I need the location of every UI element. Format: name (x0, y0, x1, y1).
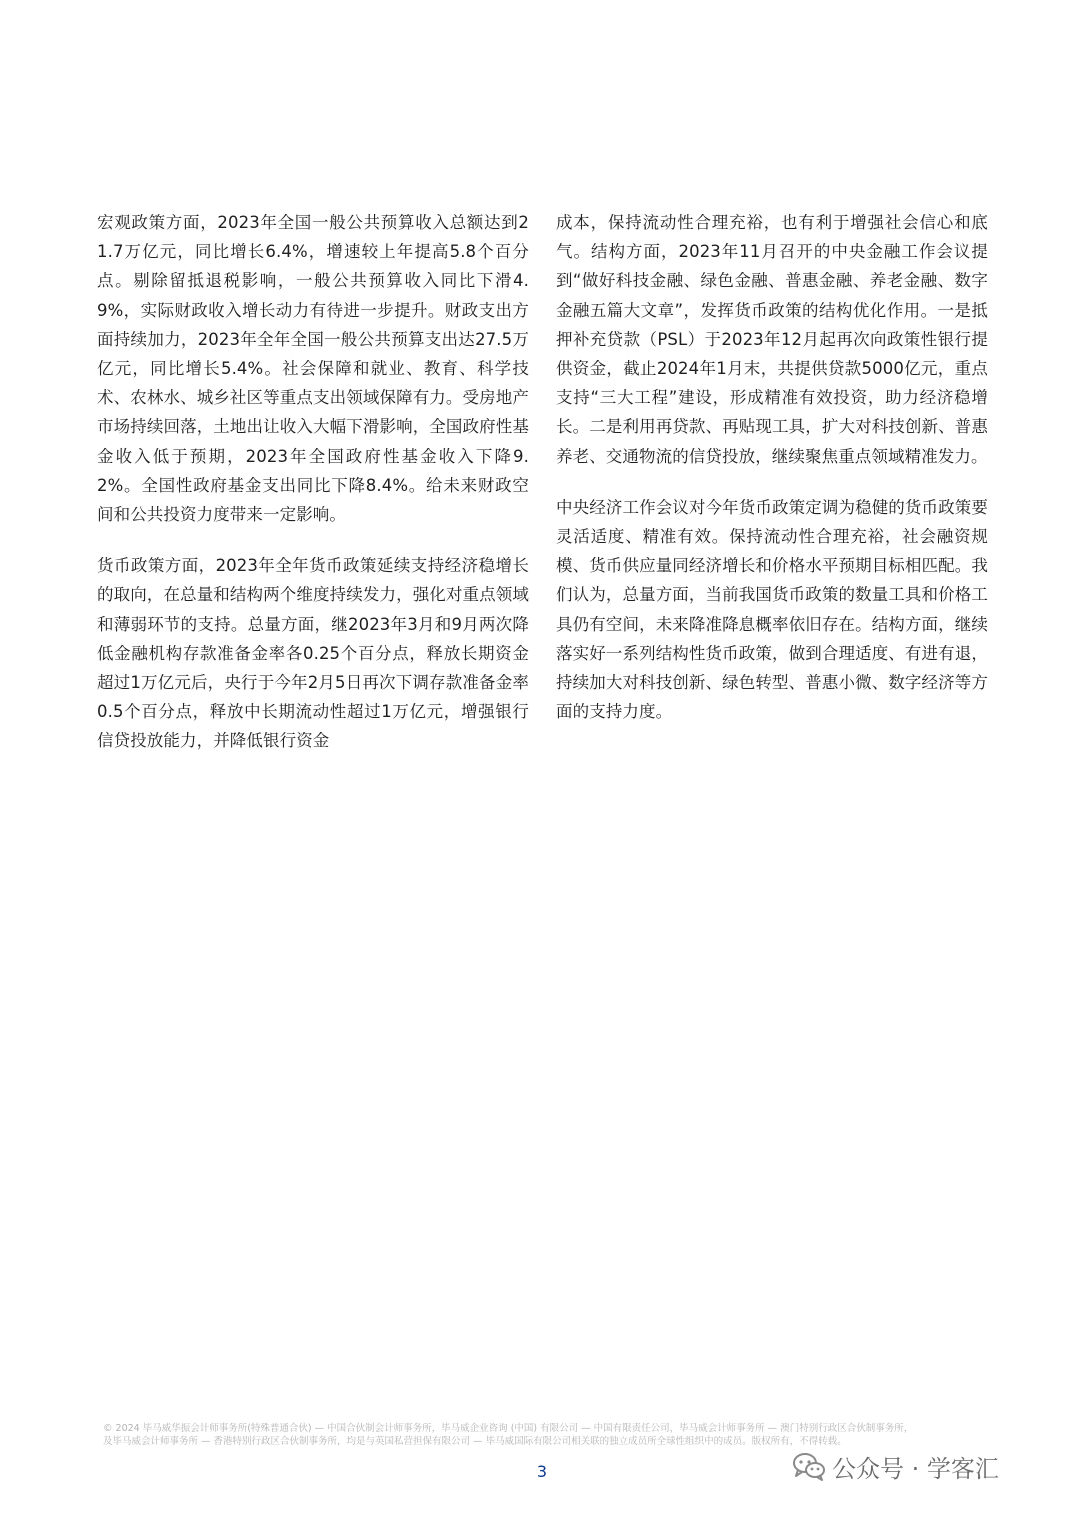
paragraph-structural-policy: 成本，保持流动性合理充裕，也有利于增强社会信心和底气。结构方面，2023年11月召开的中央金融工作会议提到“做好科技金融、绿色金融、普惠金融、养老金融、数字金融五篇大文章”，发挥货币政策的结构优化作用。一是抵押补充贷款（PSL）于2023年12月起再次向政策性银行提供资金，截止2024年1月末，共提供贷款5000亿元，重点支持“三大工程”建设，形成精准有效投资，助力经济稳增长。二是利用再贷款、再贴现工具，扩大对科技创新、普惠养老、交通物流的信贷投放，继续聚焦重点领域精准发力。 (556, 213, 988, 466)
footer-legal-line: © 2024 毕马威华振会计师事务所(特殊普通合伙) — 中国合伙制会计师事务所，毕马威企业咨询 (中国) 有限公司 — 中国有限责任公司，毕马威会计师事务所 — 澳门特别行政区合伙制事务所， (103, 1423, 914, 1434)
left-column (97, 208, 529, 778)
right-column (556, 208, 988, 748)
wechat-watermark (792, 1449, 999, 1483)
footer-legal-line: 及毕马威会计师事务所 — 香港特别行政区合伙制事务所，均是与英国私营担保有限公司 — 毕马威国际有限公司相关联的独立成员所全球性组织中的成员。版权所有，不得转载。 (103, 1436, 847, 1447)
wechat-icon (792, 1451, 826, 1481)
watermark-text: 公众号 · 学客汇 (832, 1454, 999, 1483)
page-number: 3 (536, 1462, 548, 1481)
paragraph-economic-work-conference: 中央经济工作会议对今年货币政策定调为稳健的货币政策要灵活适度、精准有效。保持流动性合理充裕，社会融资规模、货币供应量同经济增长和价格水平预期目标相匹配。我们认为，总量方面，当前我国货币政策的数量工具和价格工具仍有空间，未来降准降息概率依旧存在。结构方面，继续落实好一系列结构性货币政策，做到合理适度、有进有退，持续加大对科技创新、绿色转型、普惠小微、数字经济等方面的支持力度。 (556, 497, 988, 722)
paragraph-monetary-policy: 货币政策方面，2023年全年货币政策延续支持经济稳增长的取向，在总量和结构两个维度持续发力，强化对重点领域和薄弱环节的支持。总量方面，继2023年3月和9月两次降低金融机构存款准备金率各0.25个百分点，释放长期资金超过1万亿元后，央行于今年2月5日再次下调存款准备金率0.5个百分点，释放中长期流动性超过1万亿元，增强银行信贷投放能力，并降低银行资金 (97, 556, 529, 751)
paragraph-fiscal-policy: 宏观政策方面，2023年全国一般公共预算收入总额达到21.7万亿元，同比增长6.4%，增速较上年提高5.8个百分点。剔除留抵退税影响，一般公共预算收入同比下滑4.9%，实际财政收入增长动力有待进一步提升。财政支出方面持续加力，2023年全年全国一般公共预算支出达27.5万亿元，同比增长5.4%。社会保障和就业、教育、科学技术、农林水、城乡社区等重点支出领域保障有力。受房地产市场持续回落，土地出让收入大幅下滑影响，全国政府性基金收入低于预期，2023年全国政府性基金收入下降9.2%。全国性政府基金支出同比下降8.4%。给未来财政空间和公共投资力度带来一定影响。 (97, 213, 529, 525)
footer-legal-notice (103, 1422, 983, 1448)
